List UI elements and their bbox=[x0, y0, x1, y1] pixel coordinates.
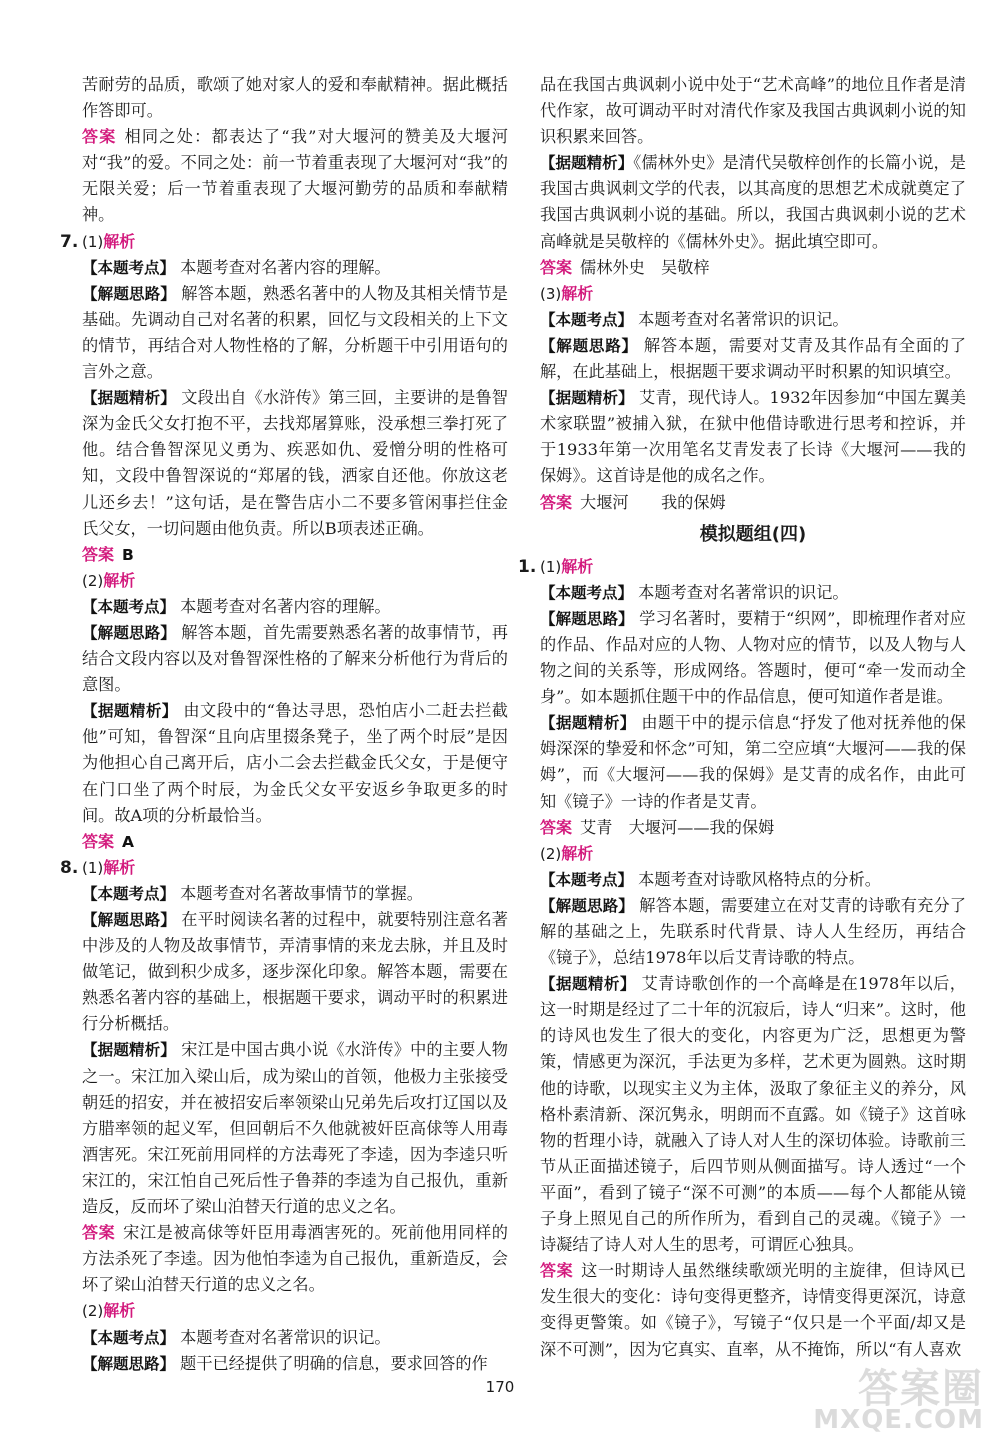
point-block bbox=[82, 1325, 508, 1351]
point-text: 本题考查对名著常识的识记。 bbox=[638, 582, 849, 602]
thinking-text: 在平时阅读名著的过程中，就要特别注意名著中涉及的人物及故事情节，弄清事情的来龙去脉，并且及时做笔记，做到积少成多，逐步深化印象。解答本题，需要在熟悉名著内容的基础上，根据题干要求，调动平时的积累进行分析概括。 bbox=[82, 910, 508, 1034]
answer-text: A bbox=[122, 832, 135, 851]
analysis-text: 《儒林外史》是清代吴敬梓创作的长篇小说，是我国古典讽刺文学的代表，以其高度的思想艺术成就奠定了我国古典讽刺小说的基础。所以，我国古典讽刺小说的艺术高峰就是吴敬梓的《儒林外史》。据此填空即可。 bbox=[540, 153, 966, 251]
answer-block bbox=[540, 1258, 966, 1362]
point-text: 本题考查对名著常识的识记。 bbox=[638, 309, 849, 329]
section-title: 模拟题组(四) bbox=[699, 523, 807, 545]
answer-label: 答案 bbox=[82, 544, 115, 564]
sub-question-header bbox=[540, 841, 966, 867]
right-column bbox=[518, 72, 966, 1363]
sub-number: (2) bbox=[540, 844, 562, 863]
tag-label: 【解题思路】 bbox=[82, 1354, 176, 1373]
point-block bbox=[540, 580, 966, 606]
answer-block bbox=[82, 124, 508, 228]
answer-block bbox=[82, 1220, 508, 1298]
tag-label: 【本题考点】 bbox=[82, 258, 176, 277]
tag-label: 【本题考点】 bbox=[82, 884, 176, 903]
thinking-block bbox=[540, 333, 966, 385]
analysis-text: 文段出自《水浒传》第三回，主要讲的是鲁智深为金氏父女打抱不平，去找郑屠算账，没承想三拳打死了他。结合鲁智深见义勇为、疾恶如仇、爱憎分明的性格可知，文段中鲁智深说的“郑屠的钱，洒家自还他。你放这老儿还乡去！”这句话，是在警告店小二不要多管闲事拦住金氏父女，一切问题由他负责。所以B项表述正确。 bbox=[82, 388, 508, 538]
analysis-block bbox=[540, 150, 966, 254]
answer-block bbox=[540, 255, 966, 281]
analysis-block bbox=[82, 1037, 508, 1220]
tag-label: 【解题思路】 bbox=[82, 911, 176, 929]
analysis-block bbox=[82, 698, 508, 828]
jiexi-label: 解析 bbox=[103, 570, 136, 590]
analysis-block bbox=[540, 385, 966, 489]
watermark-logo bbox=[814, 1353, 994, 1443]
tag-label: 【本题考点】 bbox=[540, 583, 634, 602]
answer-label: 答案 bbox=[540, 492, 573, 512]
jiexi-label: 解析 bbox=[103, 857, 136, 877]
answer-label: 答案 bbox=[82, 127, 117, 147]
tag-label: 【本题考点】 bbox=[540, 310, 634, 329]
answer-label: 答案 bbox=[82, 831, 115, 851]
analysis-block bbox=[82, 385, 508, 542]
tag-label: 【本题考点】 bbox=[82, 1328, 176, 1347]
sub-number: (2) bbox=[82, 571, 104, 590]
answer-block bbox=[540, 490, 966, 516]
answer-label: 答案 bbox=[540, 1261, 574, 1281]
left-column bbox=[60, 72, 508, 1377]
answer-text: 这一时期诗人虽然继续歌颂光明的主旋律，但诗风已发生很大的变化：诗句变得更整齐，诗情变得更深沉，诗意变得更警策。如《镜子》，写镜子“仅只是一个平面/却又是深不可测”，因为它真实、直率，从不掩饰，所以“有人喜欢 bbox=[540, 1261, 966, 1359]
point-block bbox=[82, 594, 508, 620]
sub-question-header bbox=[82, 568, 508, 594]
answer-block bbox=[540, 815, 966, 841]
answer-block bbox=[82, 829, 508, 855]
thinking-block bbox=[82, 281, 508, 385]
page-number: 170 bbox=[485, 1378, 515, 1396]
point-text: 本题考查对名著故事情节的掌握。 bbox=[180, 883, 423, 903]
question-number: 1. bbox=[518, 556, 537, 577]
thinking-block bbox=[82, 620, 508, 698]
sub-number: (1) bbox=[540, 557, 562, 576]
question-number: 7. bbox=[60, 231, 79, 252]
sub-number: (3) bbox=[540, 284, 562, 303]
answer-text: B bbox=[122, 545, 134, 564]
point-text: 本题考查对名著内容的理解。 bbox=[180, 596, 391, 616]
question-8-header bbox=[60, 855, 508, 881]
thinking-text: 解答本题，熟悉名著中的人物及其相关情节是基础。先调动自己对名著的积累，回忆与文段相关的上下文的情节，再结合对人物性格的了解，分析题干中引用语句的言外之意。 bbox=[82, 283, 508, 382]
point-text: 本题考查对诗歌风格特点的分析。 bbox=[638, 869, 881, 889]
sub-question-header bbox=[82, 1298, 508, 1324]
thinking-text: 学习名著时，要精于“织网”，即梳理作者对应的作品、作品对应的人物、人物对应的情节，以及人物与人物之间的关系等，形成网络。答题时，便可“牵一发而动全身”。如本题抓住题干中的作品信息，便可知道作者是谁。 bbox=[540, 608, 966, 707]
point-text: 本题考查对名著常识的识记。 bbox=[180, 1327, 391, 1347]
answer-text: 宋江是被高俅等奸臣用毒酒害死的。死前他用同样的方法杀死了李逵。因为他怕李逵为自己报仇，重新造反，会坏了梁山泊替天行道的忠义之名。 bbox=[82, 1223, 508, 1295]
tag-label: 【据题精析】 bbox=[540, 389, 634, 408]
tag-label: 【据题精析】 bbox=[82, 389, 176, 408]
tag-label: 【据题精析】 bbox=[82, 1041, 176, 1060]
analysis-text: 艾青，现代诗人。1932年因参加“中国左翼美术家联盟”被捕入狱，在狱中他借诗歌进行思考和控诉，并于1933年第一次用笔名艾青发表了长诗《大堰河——我的保姆》。这首诗是他的成名之作。 bbox=[540, 388, 966, 486]
question-number: 8. bbox=[60, 857, 79, 878]
jiexi-label: 解析 bbox=[561, 283, 594, 303]
answer-label: 答案 bbox=[82, 1223, 116, 1243]
tag-label: 【本题考点】 bbox=[540, 870, 634, 889]
paragraph: 苦耐劳的品质，歌颂了她对家人的爱和奉献精神。据此概括作答即可。 bbox=[82, 75, 508, 121]
answer-text: 儒林外史 吴敬梓 bbox=[580, 257, 710, 277]
watermark-line-1: 答案圈 bbox=[858, 1366, 984, 1412]
point-block bbox=[540, 867, 966, 893]
tag-label: 【据题精析】 bbox=[540, 714, 636, 733]
analysis-block bbox=[540, 710, 966, 814]
answer-text: 艾青 大堰河——我的保姆 bbox=[580, 817, 775, 837]
paragraph: 品在我国古典讽刺小说中处于“艺术高峰”的地位且作者是清代作家，故可调动平时对清代作家及我国古典讽刺小说的知识积累来回答。 bbox=[540, 75, 966, 147]
question-7-header bbox=[60, 229, 508, 255]
watermark-line-2: MXQE.COM bbox=[813, 1405, 984, 1435]
point-text: 本题考查对名著内容的理解。 bbox=[180, 257, 391, 277]
analysis-block bbox=[540, 971, 966, 1258]
answer-label: 答案 bbox=[540, 817, 573, 837]
answer-block bbox=[82, 542, 508, 568]
thinking-text: 题干已经提供了明确的信息，要求回答的作 bbox=[180, 1353, 488, 1373]
sub-number: (2) bbox=[82, 1302, 104, 1321]
thinking-block bbox=[540, 893, 966, 971]
jiexi-label: 解析 bbox=[103, 231, 136, 251]
answer-text: 相同之处：都表达了“我”对大堰河的赞美及大堰河对“我”的爱。不同之处：前一节着重表现了大堰河对“我”的无限关爱；后一节着重表现了大堰河勤劳的品质和奉献精神。 bbox=[82, 127, 508, 225]
analysis-text: 艾青诗歌创作的一个高峰是在1978年以后，这一时期是经过了二十年的沉寂后，诗人“归来”。这时，他的诗风也发生了很大的变化，内容更为广泛，思想更为警策，情感更为深沉，手法更为多样，艺术更为圆熟。这时期他的诗歌，以现实主义为主体，汲取了象征主义的养分，风格朴素清新、深沉隽永，明朗而不直露。如《镜子》这首咏物的哲理小诗，就融入了诗人对人生的深切体验。诗歌前三节从正面描述镜子，后四节则从侧面描写。诗人透过“一个平面”，看到了镜子“深不可测”的本质——每个人都能从镜子身上照见自己的所作所为，看到自己的灵魂。《镜子》一诗凝结了诗人对人生的思考，可谓匠心独具。 bbox=[540, 974, 966, 1255]
tag-label: 【解题思路】 bbox=[540, 609, 634, 628]
analysis-text: 宋江是中国古典小说《水浒传》中的主要人物之一。宋江加入梁山后，成为梁山的首领，他极力主张接受朝廷的招安，并在被招安后率领梁山兄弟先后攻打辽国以及方腊率领的起义军，但回朝后不久他就被奸臣高俅等人用毒酒害死。宋江死前用同样的方法毒死了李逵，因为李逵只听宋江的，宋江怕自己死后性子鲁莽的李逵为自己报仇，重新造反，反而坏了梁山泊替天行道的忠义之名。 bbox=[82, 1040, 508, 1217]
tag-label: 【据题精析】 bbox=[82, 702, 178, 721]
jiexi-label: 解析 bbox=[561, 556, 594, 576]
analysis-text: 由文段中的“鲁达寻思，恐怕店小二赶去拦截他”可知，鲁智深“且向店里掇条凳子，坐了两个时辰”是因为他担心自己离开后，店小二会去拦截金氏父女，于是便守在门口坐了两个时辰，为金氏父女平安返乡争取更多的时间。故A项的分析最恰当。 bbox=[82, 701, 508, 825]
tag-label: 【据题精析】 bbox=[540, 975, 636, 994]
answer-text: 大堰河 我的保姆 bbox=[580, 492, 726, 512]
jiexi-label: 解析 bbox=[103, 1301, 136, 1321]
thinking-block bbox=[82, 907, 508, 1037]
tag-label: 【解题思路】 bbox=[82, 284, 176, 303]
sub-number: (1) bbox=[82, 858, 104, 877]
thinking-text: 解答本题，需要建立在对艾青的诗歌有充分了解的基础之上，先联系时代背景、诗人人生经历，再结合《镜子》，总结1978年以后艾青诗歌的特点。 bbox=[540, 895, 966, 968]
thinking-text: 解答本题，需要对艾青及其作品有全面的了解，在此基础上，根据题干要求调动平时积累的知识填空。 bbox=[540, 335, 966, 382]
answer-label: 答案 bbox=[540, 257, 573, 277]
sub-number: (1) bbox=[82, 232, 104, 251]
tag-label: 【据题精析】 bbox=[540, 154, 634, 173]
analysis-text: 由题干中的提示信息“抒发了他对抚养他的保姆深深的挚爱和怀念”可知，第二空应填“大堰河——我的保姆”，而《大堰河——我的保姆》是艾青的成名作，由此可知《镜子》一诗的作者是艾青。 bbox=[540, 713, 966, 811]
thinking-block bbox=[540, 606, 966, 710]
sub-question-header bbox=[540, 281, 966, 307]
tag-label: 【解题思路】 bbox=[82, 623, 176, 642]
tag-label: 【本题考点】 bbox=[82, 597, 176, 616]
tag-label: 【解题思路】 bbox=[540, 336, 638, 355]
point-block bbox=[82, 255, 508, 281]
jiexi-label: 解析 bbox=[561, 843, 594, 863]
question-1-header bbox=[518, 554, 966, 580]
point-block bbox=[82, 881, 508, 907]
thinking-block bbox=[82, 1351, 508, 1377]
point-block bbox=[540, 307, 966, 333]
tag-label: 【解题思路】 bbox=[540, 896, 634, 915]
thinking-text: 解答本题，首先需要熟悉名著的故事情节，再结合文段内容以及对鲁智深性格的了解来分析他行为背后的意图。 bbox=[82, 622, 508, 695]
